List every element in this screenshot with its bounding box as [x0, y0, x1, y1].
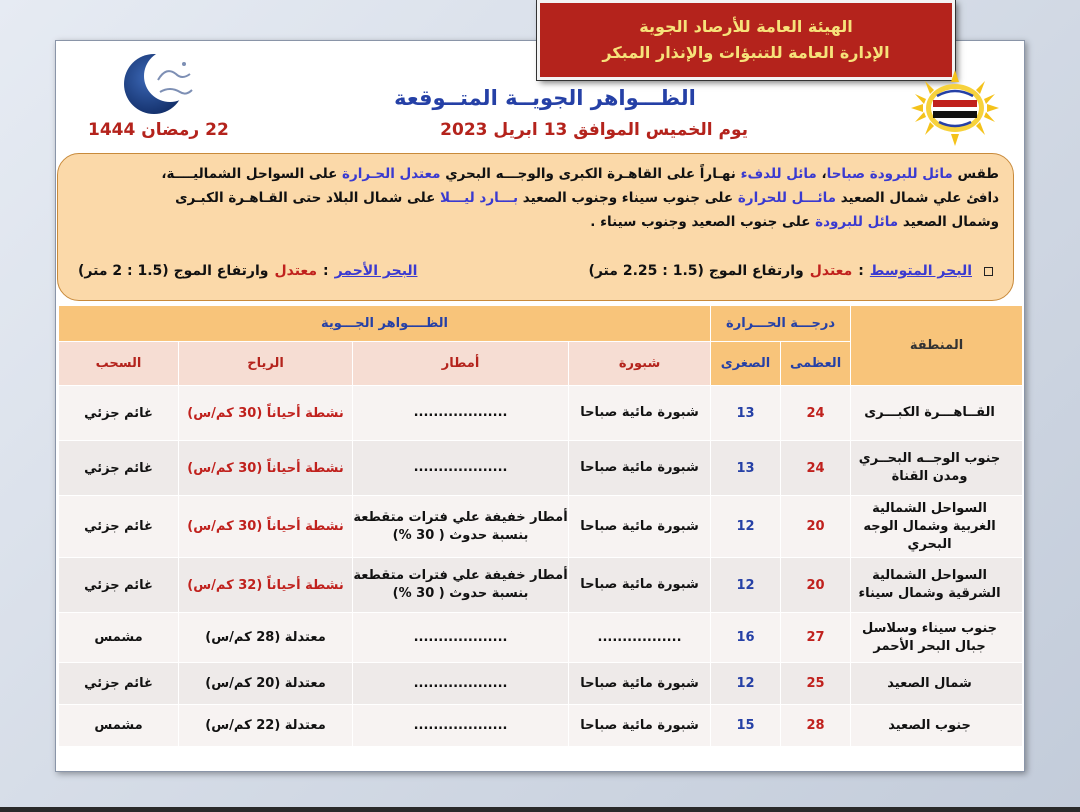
rain-cell: ...................: [353, 613, 569, 663]
col-header-min: الصغرى: [711, 342, 781, 386]
forecast-text: على جنوب الصعيد وجنوب سيناء .: [590, 214, 816, 230]
page-title: الظـــواهر الجويــة المتــوقعة: [394, 86, 696, 110]
department-name: الإدارة العامة للتنبؤات والإنذار المبكر: [602, 43, 890, 62]
max-temp-cell: 27: [781, 613, 851, 663]
cloud-cell: مشمس: [59, 613, 179, 663]
forecast-text: على شمال البلاد حتى القـاهـرة الكبـرى: [175, 190, 441, 206]
ramadan-crescent-logo: [118, 50, 200, 116]
meteorology-sun-logo: [910, 70, 1000, 146]
red-sea-state: البحر الأحمر : معتدل وارتفاع الموج (1.5 : 2 متر): [78, 258, 417, 284]
fog-cell: شبورة مائية صباحا: [569, 663, 711, 705]
col-header-clouds: السحب: [59, 342, 179, 386]
region-cell: جنوب الصعيد: [851, 705, 1023, 747]
min-temp-cell: 13: [711, 386, 781, 441]
col-header-wind: الرياح: [179, 342, 353, 386]
mediterranean-sea-state: البحر المتوسط : معتدل وارتفاع الموج (1.5 : 2.25 متر): [588, 258, 993, 284]
table-row: [59, 496, 1023, 558]
fog-cell: شبورة مائية صباحا: [569, 705, 711, 747]
rain-cell: أمطار خفيفة علي فترات متقطعة بنسبة حدوث ( 30 %): [353, 558, 569, 613]
wind-cell: نشطة أحياناً (30 كم/س): [179, 496, 353, 558]
table-row: [59, 705, 1023, 747]
wind-cell: معتدلة (28 كم/س): [179, 613, 353, 663]
sea-state-row: [78, 258, 993, 284]
forecast-text: دافئ علي شمال الصعيد: [836, 190, 999, 206]
wind-cell: نشطة أحياناً (30 كم/س): [179, 441, 353, 496]
max-temp-cell: 28: [781, 705, 851, 747]
forecast-line-3: [72, 210, 999, 234]
cloud-cell: غائم جزئي: [59, 386, 179, 441]
forecast-text: نهـاراً على القاهـرة الكبرى والوجـــه البحري: [440, 166, 741, 182]
checkbox-bullet-icon: [984, 267, 993, 276]
sea-name: البحر المتوسط: [869, 263, 972, 279]
rain-cell: ...................: [353, 705, 569, 747]
wave-height: وارتفاع الموج (1.5 : 2.25 متر): [588, 263, 804, 279]
max-temp-cell: 25: [781, 663, 851, 705]
forecast-text: على السواحل الشماليــــة،: [161, 166, 343, 182]
forecast-text: على جنوب سيناء وجنوب الصعيد: [518, 190, 738, 206]
min-temp-cell: 16: [711, 613, 781, 663]
region-cell: جنوب سيناء وسلاسل جبال البحر الأحمر: [851, 613, 1023, 663]
wave-height: وارتفاع الموج (1.5 : 2 متر): [78, 263, 269, 279]
col-header-phenomena: الظــــواهر الجـــوية: [59, 306, 711, 342]
max-temp-cell: 20: [781, 558, 851, 613]
max-temp-cell: 20: [781, 496, 851, 558]
table-row: [59, 613, 1023, 663]
col-header-temperature: درجـــة الحـــرارة: [711, 306, 851, 342]
table-row: [59, 386, 1023, 441]
min-temp-cell: 12: [711, 496, 781, 558]
cloud-cell: غائم جزئي: [59, 663, 179, 705]
forecast-highlight: مائـــل للحرارة: [737, 190, 836, 206]
rain-cell: ...................: [353, 386, 569, 441]
forecast-highlight: بـــارد ليـــلا: [440, 190, 519, 206]
region-cell: شمال الصعيد: [851, 663, 1023, 705]
weather-table: [58, 305, 1023, 747]
fog-cell: شبورة مائية صباحا: [569, 558, 711, 613]
forecast-text: ،: [816, 166, 827, 182]
authority-header: [537, 0, 955, 80]
forecast-line-1: [72, 162, 999, 186]
authority-name: الهيئة العامة للأرصاد الجوية: [639, 17, 853, 36]
forecast-highlight: معتدل الحـرارة: [342, 166, 441, 182]
col-header-fog: شبورة: [569, 342, 711, 386]
min-temp-cell: 12: [711, 558, 781, 613]
region-cell: السواحل الشمالية الغربية وشمال الوجه البحري: [851, 496, 1023, 558]
hijri-date: 22 رمضان 1444: [88, 120, 229, 140]
region-cell: السواحل الشمالية الشرقية وشمال سيناء: [851, 558, 1023, 613]
cloud-cell: غائم جزئي: [59, 496, 179, 558]
fog-cell: .................: [569, 613, 711, 663]
table-row: [59, 558, 1023, 613]
wind-cell: معتدلة (22 كم/س): [179, 705, 353, 747]
cloud-cell: غائم جزئي: [59, 441, 179, 496]
col-header-region: المنطقة: [851, 306, 1023, 386]
table-row: [59, 441, 1023, 496]
rain-cell: أمطار خفيفة علي فترات متقطعة بنسبة حدوث ( 30 %): [353, 496, 569, 558]
fog-cell: شبورة مائية صباحا: [569, 441, 711, 496]
max-temp-cell: 24: [781, 441, 851, 496]
region-cell: القــاهـــرة الكبـــرى: [851, 386, 1023, 441]
rain-cell: ...................: [353, 441, 569, 496]
cloud-cell: مشمس: [59, 705, 179, 747]
min-temp-cell: 12: [711, 663, 781, 705]
gregorian-date: يوم الخميس الموافق 13 ابريل 2023: [440, 120, 748, 140]
rain-cell: ...................: [353, 663, 569, 705]
forecast-text: وشمال الصعيد: [898, 214, 999, 230]
cloud-cell: غائم جزئي: [59, 558, 179, 613]
forecast-highlight: مائل للبرودة صباحا: [826, 166, 953, 182]
max-temp-cell: 24: [781, 386, 851, 441]
forecast-highlight: مائل للدفء: [740, 166, 817, 182]
bottom-border: [0, 807, 1080, 812]
forecast-line-2: [72, 186, 999, 210]
sea-state: معتدل: [809, 263, 853, 279]
sea-state: معتدل: [274, 263, 317, 279]
wind-cell: نشطة أحياناً (32 كم/س): [179, 558, 353, 613]
forecast-highlight: مائل للبرودة: [815, 214, 899, 230]
min-temp-cell: 15: [711, 705, 781, 747]
col-header-max: العظمى: [781, 342, 851, 386]
wind-cell: نشطة أحياناً (30 كم/س): [179, 386, 353, 441]
table-row: [59, 663, 1023, 705]
wind-cell: معتدلة (20 كم/س): [179, 663, 353, 705]
forecast-text: طقس: [952, 166, 999, 182]
fog-cell: شبورة مائية صباحا: [569, 496, 711, 558]
fog-cell: شبورة مائية صباحا: [569, 386, 711, 441]
region-cell: جنوب الوجــه البحــري ومدن القناة: [851, 441, 1023, 496]
col-header-rain: أمطار: [353, 342, 569, 386]
min-temp-cell: 13: [711, 441, 781, 496]
sea-name: البحر الأحمر: [334, 263, 418, 279]
forecast-summary-box: [57, 153, 1014, 301]
